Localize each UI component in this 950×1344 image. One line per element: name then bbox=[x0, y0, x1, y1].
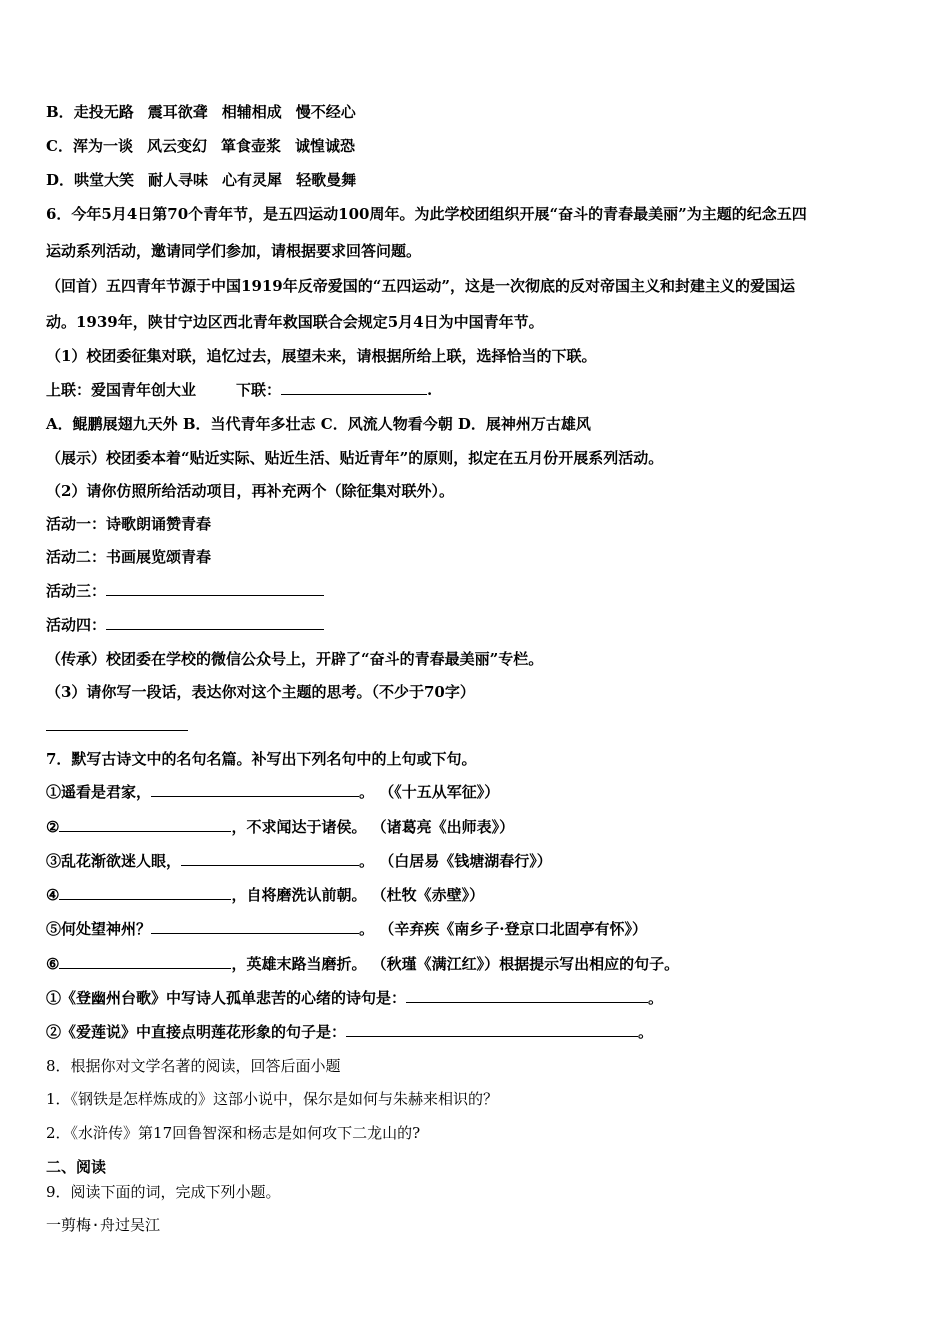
q6-sub3: （3）请你写一段话，表达你对这个主题的思考。（不少于70字） bbox=[46, 683, 475, 701]
verse-text: ④ bbox=[46, 886, 60, 904]
answer-blank[interactable] bbox=[151, 919, 359, 934]
q7-item-2 bbox=[46, 817, 514, 837]
period: . bbox=[427, 381, 433, 399]
activity-label: 活动四： bbox=[46, 616, 107, 634]
period: 。 bbox=[638, 1023, 654, 1041]
idiom: 轻歌曼舞 bbox=[296, 171, 357, 189]
q6-huishou-line1: （回首）五四青年节源于中国1919年反帝爱国的“五四运动”，这是一次彻底的反对帝国主义和封建主义的爱国运 bbox=[46, 277, 796, 295]
q6-sub1: （1）校团委征集对联，追忆过去，展望未来，请根据所给上联，选择恰当的下联。 bbox=[46, 347, 597, 365]
idiom: 诚惶诚恐 bbox=[295, 137, 356, 155]
q6-huishou-line2: 动。1939年，陕甘宁边区西北青年救国联合会规定5月4日为中国青年节。 bbox=[46, 313, 544, 331]
answer-blank[interactable] bbox=[59, 817, 231, 832]
verse-source: 。 （《十五从军征》） bbox=[359, 783, 500, 801]
verse-text: ② bbox=[46, 818, 60, 836]
verse-source: 。 （白居易《钱塘湖春行》） bbox=[359, 852, 552, 870]
idiom: 走投无路 bbox=[73, 103, 134, 121]
option-letter: D． bbox=[46, 171, 75, 189]
xialian-label: 下联： bbox=[236, 381, 282, 399]
idiom: 浑为一谈 bbox=[72, 137, 133, 155]
verse-text: ①遥看是君家， bbox=[46, 783, 152, 801]
answer-blank[interactable] bbox=[181, 851, 359, 866]
q7-title: 7．默写古诗文中的名句名篇。补写出下列名句中的上句或下句。 bbox=[46, 750, 477, 768]
q8-sub-1: 1．《钢铁是怎样炼成的》这部小说中，保尔是如何与朱赫来相识的？ bbox=[46, 1090, 499, 1108]
idiom: 箪食壶浆 bbox=[220, 137, 281, 155]
answer-blank[interactable] bbox=[59, 885, 231, 900]
verse-source: ，自将磨洗认前朝。 （杜牧《赤壁》） bbox=[231, 886, 485, 904]
idiom: 震耳欲聋 bbox=[147, 103, 208, 121]
option-letter: C． bbox=[46, 137, 73, 155]
poem-title: 一剪梅·舟过吴江 bbox=[46, 1216, 161, 1234]
option-letter: B． bbox=[46, 103, 74, 121]
idiom: 风云变幻 bbox=[146, 137, 207, 155]
q6-activity-2: 活动二：书画展览颂青春 bbox=[46, 548, 212, 566]
answer-blank[interactable] bbox=[59, 954, 231, 969]
answer-blank[interactable] bbox=[406, 988, 648, 1003]
q7-item-5 bbox=[46, 919, 647, 939]
q6-activity-1: 活动一：诗歌朗诵赞青春 bbox=[46, 515, 212, 533]
idiom: 相辅相成 bbox=[221, 103, 282, 121]
period: 。 bbox=[648, 989, 664, 1007]
q5-option-b bbox=[46, 102, 356, 122]
q9-title: 9．阅读下面的词，完成下列小题。 bbox=[46, 1183, 281, 1201]
q7-item-4 bbox=[46, 885, 484, 905]
q6-chuancheng: （传承）校团委在学校的微信公众号上，开辟了“奋斗的青春最美丽”专栏。 bbox=[46, 650, 544, 668]
verse-text: ②《爱莲说》中直接点明莲花形象的句子是： bbox=[46, 1023, 347, 1041]
q6-sub2: （2）请你仿照所给活动项目，再补充两个（除征集对联外）。 bbox=[46, 482, 454, 500]
idiom: 慢不经心 bbox=[295, 103, 356, 121]
q6-activity-4 bbox=[46, 615, 324, 635]
verse-source: ，不求闻达于诸侯。 （诸葛亮《出师表》） bbox=[231, 818, 515, 836]
q7-item-6 bbox=[46, 954, 679, 974]
section-heading: 二、阅读 bbox=[46, 1158, 107, 1176]
q6-couplet bbox=[46, 380, 432, 400]
answer-blank[interactable] bbox=[151, 782, 359, 797]
activity-label: 活动三： bbox=[46, 582, 107, 600]
q6-activity-3 bbox=[46, 581, 324, 601]
verse-text: ③乱花渐欲迷人眼， bbox=[46, 852, 182, 870]
verse-text: ①《登幽州台歌》中写诗人孤单悲苦的心绪的诗句是： bbox=[46, 989, 407, 1007]
q6-options: A．鲲鹏展翅九天外 B．当代青年多壮志 C．风流人物看今朝 D．展神州万古雄风 bbox=[46, 415, 591, 433]
answer-blank[interactable] bbox=[281, 380, 427, 395]
q6-zhanshi: （展示）校团委本着“贴近实际、贴近生活、贴近青年”的原则，拟定在五月份开展系列活动。 bbox=[46, 449, 664, 467]
q6-intro-line1: 6．今年5月4日第70个青年节，是五四运动100周年。为此学校团组织开展“奋斗的青春最美丽”为主题的纪念五四 bbox=[46, 205, 807, 223]
q7-item-8 bbox=[46, 1022, 653, 1042]
q7-item-3 bbox=[46, 851, 552, 871]
idiom: 耐人寻味 bbox=[148, 171, 209, 189]
answer-blank[interactable] bbox=[46, 716, 188, 731]
verse-source: ，英雄末路当磨折。 （秋瑾《满江红》）根据提示写出相应的句子。 bbox=[231, 955, 680, 973]
idiom: 心有灵犀 bbox=[222, 171, 283, 189]
verse-source: 。 （辛弃疾《南乡子·登京口北固亭有怀》） bbox=[359, 920, 647, 938]
q8-title: 8．根据你对文学名著的阅读，回答后面小题 bbox=[46, 1057, 341, 1075]
q7-item-7 bbox=[46, 988, 663, 1008]
q8-sub-2: 2．《水浒传》第17回鲁智深和杨志是如何攻下二龙山的? bbox=[46, 1124, 421, 1142]
idiom: 哄堂大笑 bbox=[74, 171, 135, 189]
q5-option-c bbox=[46, 136, 355, 156]
answer-blank[interactable] bbox=[106, 581, 324, 596]
answer-blank[interactable] bbox=[346, 1022, 638, 1037]
q6-intro-line2: 运动系列活动，邀请同学们参加，请根据要求回答问题。 bbox=[46, 242, 422, 260]
q5-option-d bbox=[46, 170, 356, 190]
q7-item-1 bbox=[46, 782, 499, 802]
verse-text: ⑥ bbox=[46, 955, 60, 973]
shanglian: 上联：爱国青年创大业 bbox=[46, 381, 197, 399]
verse-text: ⑤何处望神州？ bbox=[46, 920, 152, 938]
answer-blank[interactable] bbox=[106, 615, 324, 630]
q6-answer-line bbox=[46, 716, 188, 736]
